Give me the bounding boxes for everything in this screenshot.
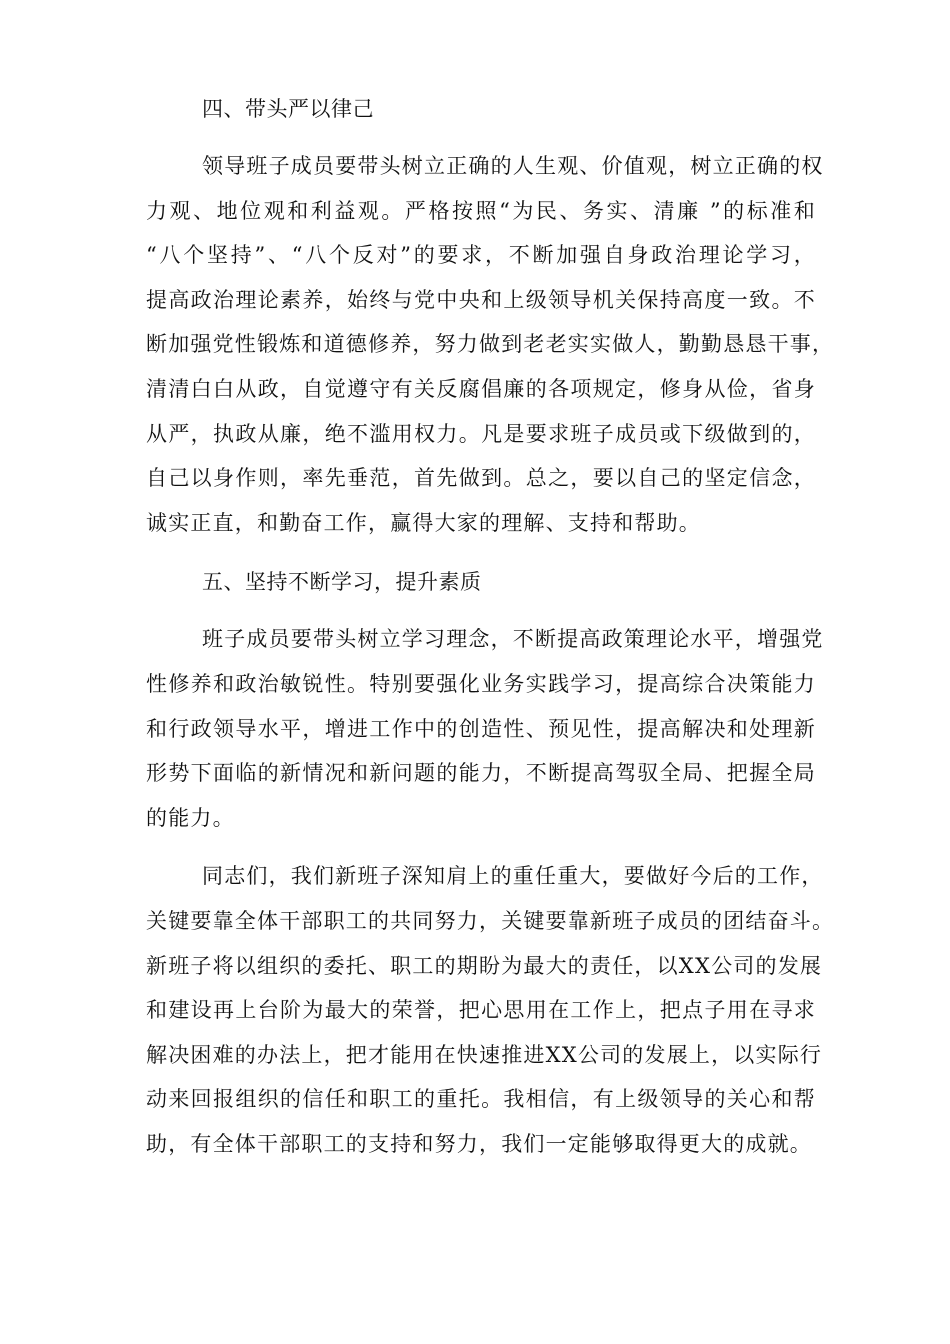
paragraph-line: 的能力。 xyxy=(146,805,235,830)
paragraph-line: 自己以身作则，率先垂范，首先做到。总之，要以自己的坚定信念， xyxy=(146,466,816,491)
section-paragraph-4 xyxy=(146,144,835,545)
paragraph-line: 断加强党性锻炼和道德修养，努力做到老老实实做人，勤勤恳恳干事， xyxy=(146,332,835,357)
section-heading-4: 四、带头严以律己 xyxy=(202,97,374,121)
closing-paragraph xyxy=(146,854,835,1166)
paragraph-line: 和建设再上台阶为最大的荣誉，把心思用在工作上，把点子用在寻求 xyxy=(146,998,816,1023)
paragraph-line: 力观、地位观和利益观。严格按照“为民、务实、清廉 ”的标准和 xyxy=(146,198,816,223)
paragraph-line: 同志们，我们新班子深知肩上的重任重大，要做好今后的工作， xyxy=(202,864,824,889)
paragraph-line: 从严，执政从廉，绝不滥用权力。凡是要求班子成员或下级做到的， xyxy=(146,421,816,446)
paragraph-line: “八个坚持”、“八个反对”的要求，不断加强自身政治理论学习， xyxy=(146,243,816,268)
paragraph-line: 形势下面临的新情况和新问题的能力，不断提高驾驭全局、把握全局 xyxy=(146,761,816,786)
section-heading-5: 五、坚持不断学习，提升素质 xyxy=(202,570,482,595)
document-page xyxy=(146,86,835,1166)
paragraph-line: 班子成员要带头树立学习理念，不断提高政策理论水平，增强党 xyxy=(202,627,824,652)
paragraph-line: 清清白白从政，自觉遵守有关反腐倡廉的各项规定，修身从俭，省身 xyxy=(146,376,816,401)
paragraph-line: 解决困难的办法上，把才能用在快速推进XX公司的发展上，以实际行 xyxy=(146,1042,823,1067)
paragraph-line: 和行政领导水平，增进工作中的创造性、预见性，提高解决和处理新 xyxy=(146,716,816,741)
paragraph-line: 关键要靠全体干部职工的共同努力，关键要靠新班子成员的团结奋斗。 xyxy=(146,908,835,933)
section-paragraph-5 xyxy=(146,617,824,840)
paragraph-line: 提高政治理论素养，始终与党中央和上级领导机关保持高度一致。不 xyxy=(146,287,816,312)
paragraph-line: 新班子将以组织的委托、职工的期盼为最大的责任，以XX公司的发展 xyxy=(146,953,823,978)
paragraph-line: 性修养和政治敏锐性。特别要强化业务实践学习，提高综合决策能力 xyxy=(146,671,816,696)
paragraph-line: 诚实正直，和勤奋工作，赢得大家的理解、支持和帮助。 xyxy=(146,510,701,535)
paragraph-line: 助，有全体干部职工的支持和努力，我们一定能够取得更大的成就。 xyxy=(146,1131,812,1156)
paragraph-line: 动来回报组织的信任和职工的重托。我相信，有上级领导的关心和帮 xyxy=(146,1087,816,1112)
paragraph-line: 领导班子成员要带头树立正确的人生观、价值观，树立正确的权 xyxy=(202,154,824,178)
